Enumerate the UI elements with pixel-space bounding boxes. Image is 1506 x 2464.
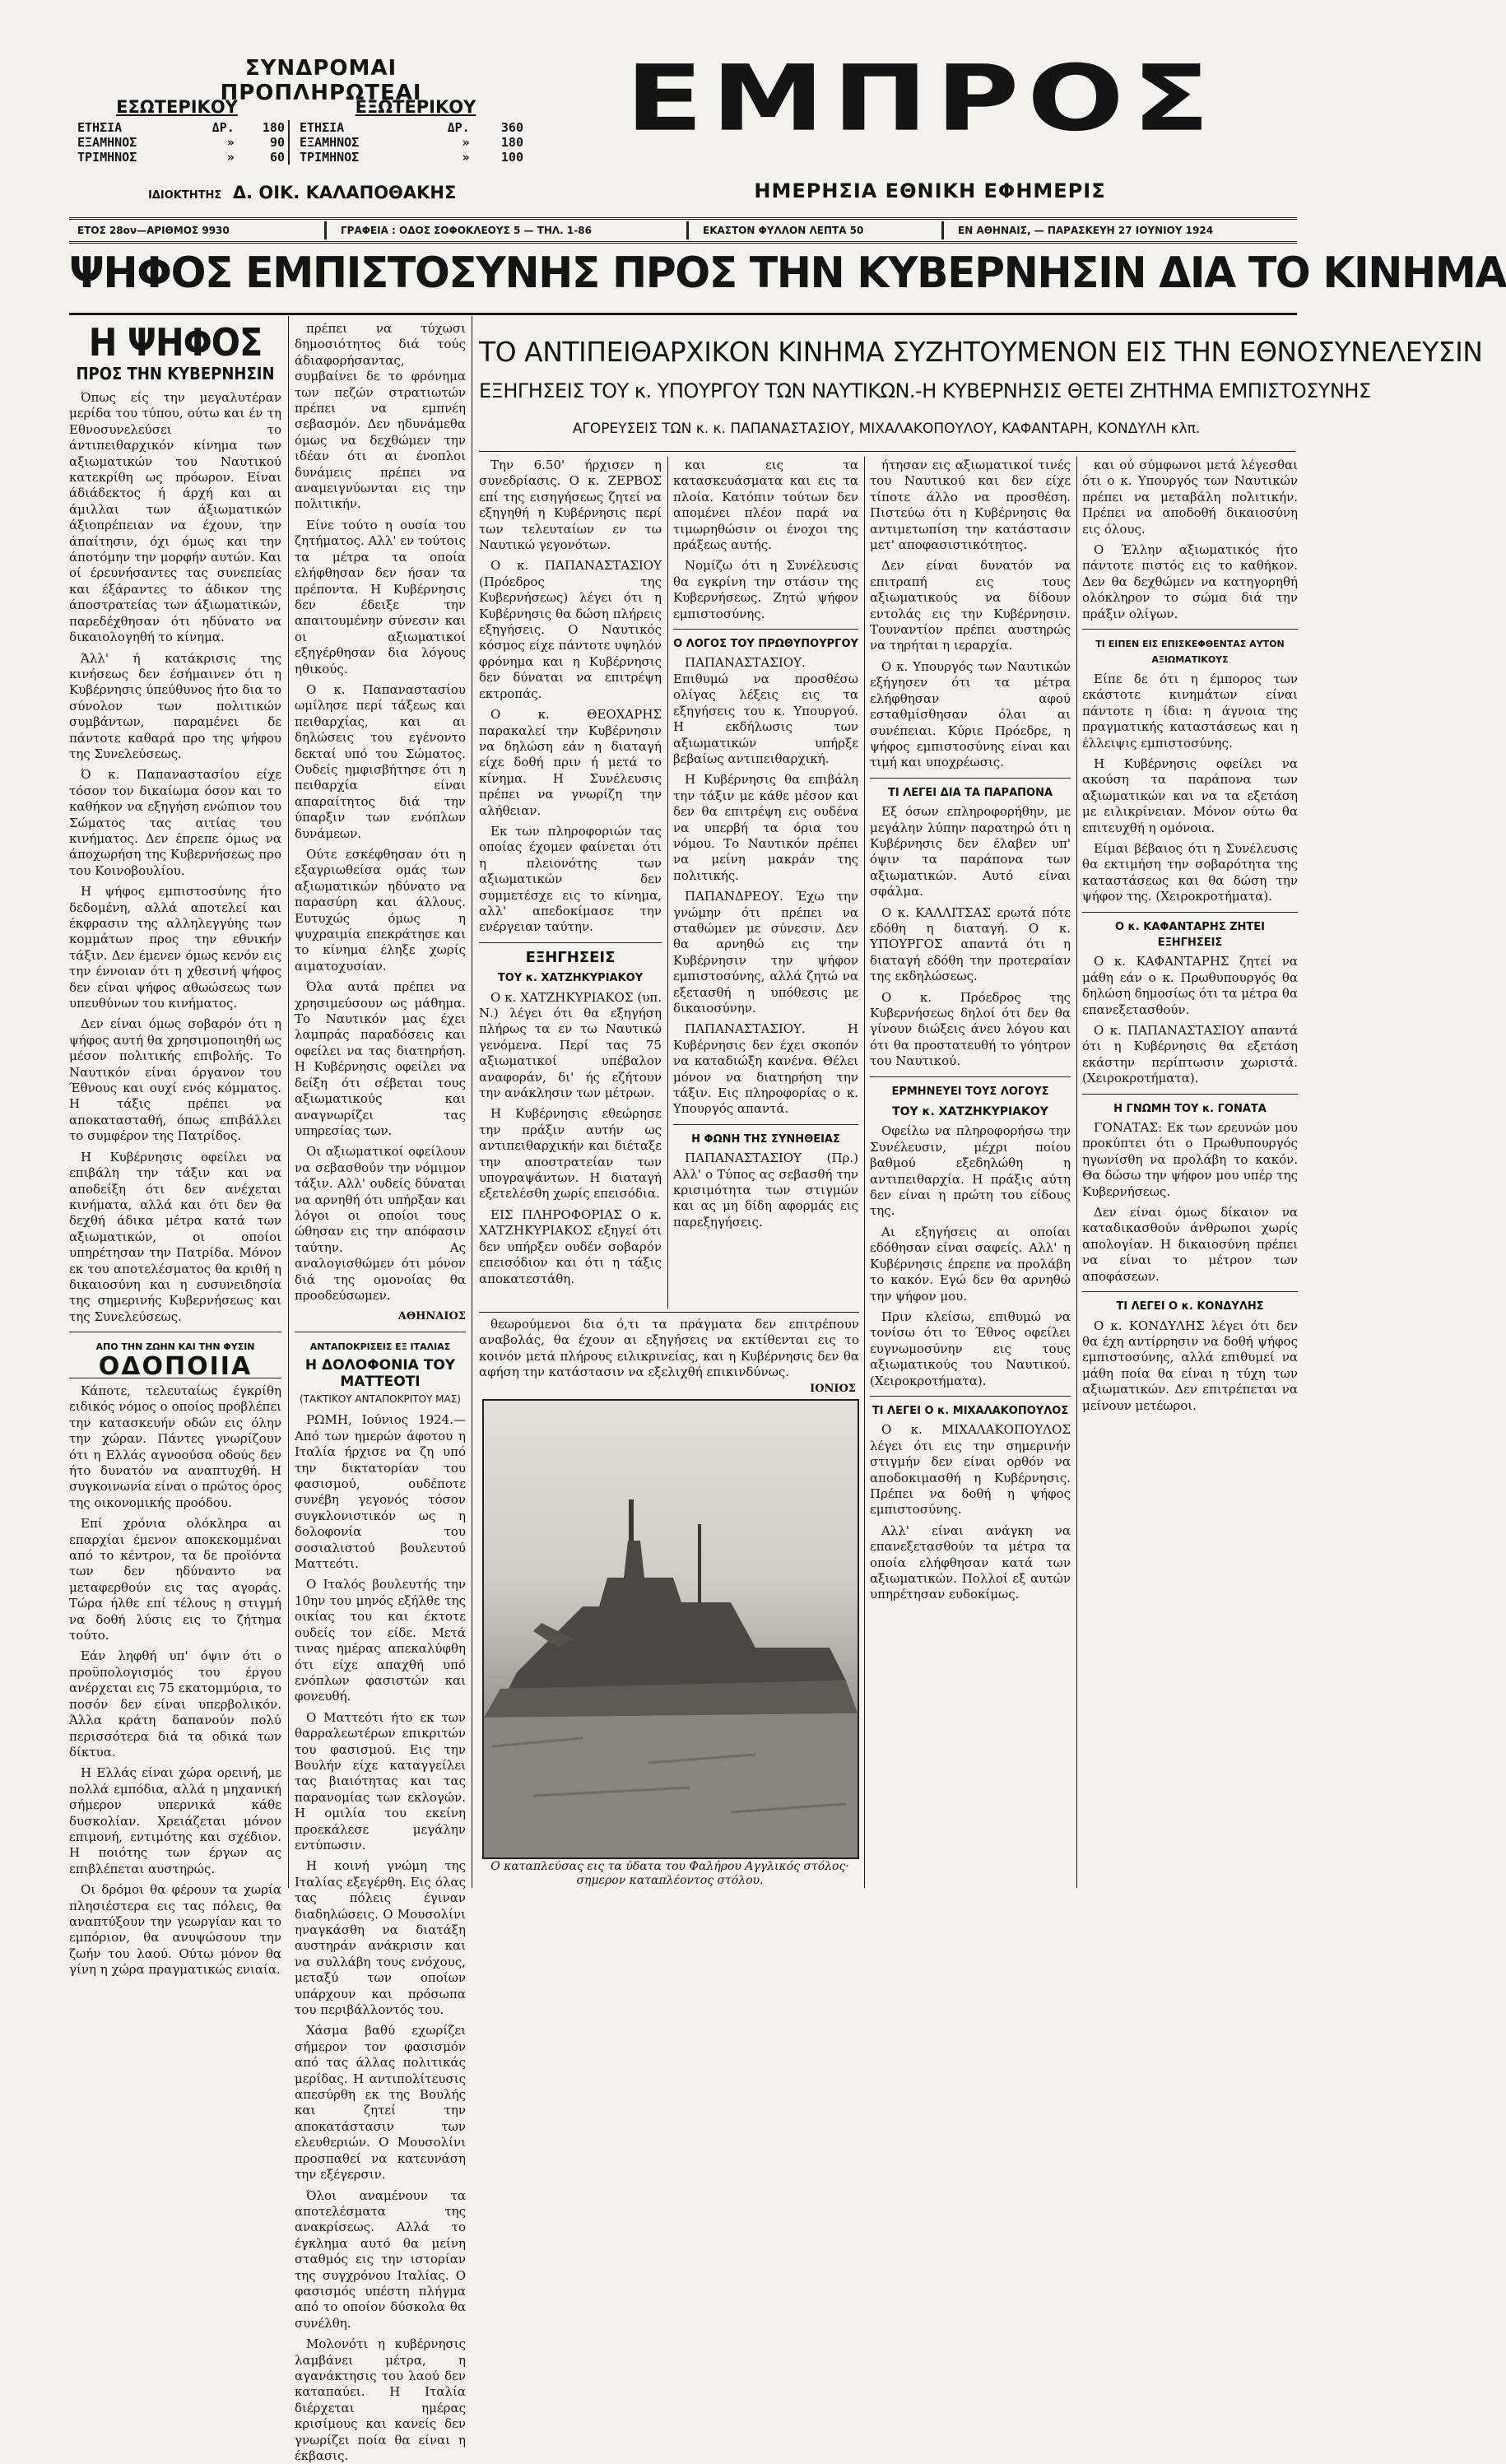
section-title: ΕΞΗΓΗΣΕΙΣ xyxy=(525,948,616,966)
signature: ΙΟΝΙΟΣ xyxy=(810,1383,856,1395)
paragraph: Η Κυβέρνησις οφείλει να επιβάλη την τάξιν και να αποδείξη ότι δεν ανέχεται κινήματα, αλλά και ότι δεν θα δεχθή άδικα μέτρα κατά των αξιωματικών, οι οποίοι υπηρέτησαν την Πατρίδα. Μόνον εκ του αποτελέσματος θα κριθή η δικαιοσύνη και η ευσυνειδησία της σημερινής Κυβερνήσεως και της Συνελεύσεως. xyxy=(69,1149,281,1324)
section-label: ΑΠΟ ΤΗΝ ΖΩΗΝ ΚΑΙ ΤΗΝ ΦΥΣΙΝ xyxy=(95,1341,255,1353)
section-title: ΟΔΟΠΟΙΙΑ xyxy=(69,1359,281,1378)
paragraph: ΠΑΠΑΝΑΣΤΑΣΙΟΥ (Πρ.) Αλλ' ο Τύπος ας σεβασθή την κρισιμότητα των στιγμών και ας μη δίδη αφορμάς εις παρεξηγήσεις. xyxy=(673,1151,858,1230)
section-title: Η ΓΝΩΜΗ ΤΟΥ κ. ΓΟΝΑΤΑ xyxy=(1113,1102,1267,1115)
section-subtitle: (ΤΑΚΤΙΚΟΥ ΑΝΤΑΠΟΚΡΙΤΟΥ ΜΑΣ) xyxy=(299,1393,461,1405)
paragraph: Είμαι βέβαιος ότι η Συνέλευσις θα εκτιμήση την σοβαρότητα της καταστάσεως και θα δώση την ψήφον της. (Χειροκροτήματα). xyxy=(1082,840,1298,904)
paragraph: Οι δρόμοι θα φέρουν τα χωρία πλησιέστερα εις τας πόλεις, θα αναπτύξουν την γεωργίαν και το εμπόριον, θα ανυψώσουν την ζωήν του λαού. Ούτω μόνον θα γίνη η χώρα πραγματικώς ενιαία. xyxy=(69,1882,281,1978)
subscription-row: ΤΡΙΜΗΝΟΣ » 100 xyxy=(300,150,523,165)
paragraph: Εκ των πληροφοριών τας οποίας έχομεν φαίνεται ότι η πλειονότης των αξιωματικών δεν συμμετέσχε εις το κίνημα, αλλ' απεδοκίμασε την ενέργειαν ταύτην. xyxy=(479,823,662,935)
subscription-row: ΕΤΗΣΙΑ ΔΡ. 180 xyxy=(77,120,285,135)
paragraph: Χάσμα βαθύ εχωρίζει σήμερον τον φασισμόν από τας άλλας πολιτικάς μερίδας. Η αντιπολίτευσις απεσύρθη εκ της Βουλής και ζητεί την αποκατάστασιν των ελευθεριών. Ο Μουσολίνι προσπαθεί να κατευνάση την εξέγερσιν. xyxy=(295,2023,466,2183)
section-title: ΤΙ ΛΕΓΕΙ Ο κ. ΜΙΧΑΛΑΚΟΠΟΥΛΟΣ xyxy=(872,1404,1069,1417)
column-rule xyxy=(864,457,865,1888)
paragraph: Άλλ' ή κατάκρισις της κινήσεως δεν έσήμαινεν ότι η Κυβέρνησις ύπεύθυνος ήτο δια το σύνολον των πολιτικών συμβάντων, παραμένει δε πάντοτε καθαρά προ της ψήφου της Συνελεύσεως. xyxy=(69,650,281,761)
subscription-interior-label: ΕΣΩΤΕΡΙΚΟΥ xyxy=(116,97,238,117)
paragraph: Όλοι αναμένουν τα αποτελέσματα της ανακρίσεως. Αλλά το έγκλημα αυτό θα μείνη σταθμός εις την ιστορίαν της συγχρόνου Ιταλίας. Ο φασισμός υπέστη πλήγμα από το οποίον δύσκολα θα συνέλθη. xyxy=(295,2187,466,2331)
paragraph: Είνε τούτο η ουσία του ζητήματος. Αλλ' εν τούτοις τα μέτρα τα οποία ελήφθησαν δεν ήσαν τα πρέποντα. Η Κυβέρνησις δεν έδειξε την απαιτουμένην σύνεσιν και οι αξιωματικοί εξηγέρθησαν δια λόγους ηθικούς. xyxy=(295,517,467,676)
paragraph: Η ψήφος εμπιστοσύνης ήτο δεδομένη, αλλά αποτελεί και έκφρασιν της αλληλεγγύης των κομμάτων προς την εθνικήν τάξιν. Δεν έμενεν όμως κενόν εις την έννοιαν ότι η χθεσινή ψήφος δεν είναι ψήφος αθωώσεως των υπευθύνων του κινήματος. xyxy=(69,884,281,1011)
paragraph: Την 6.50' ήρχισεν η συνεδρίασις. Ο κ. ΖΕΡΒΟΣ επί της εισηγήσεως ζητεί να εξηγηθή η Κυβέρνησις περί των τελευταίων εν τω Ναυτικώ γεγονότων. xyxy=(479,458,662,553)
paragraph: Δεν είναι όμως σοβαρόν ότι η ψήφος αυτή θα χρησιμοποιηθή ως μέσον πολιτικής επιβολής. Το Ναυτικόν είναι όργανον του Έθνους και ουχί ενός κόμματος. Η τάξις πρέπει να αποκατασταθή, όπως επιβάλλει το συμφέρον της Πατρίδος. xyxy=(69,1016,281,1144)
paragraph: Αι εξηγήσεις αι οποίαι εδόθησαν είναι σαφείς. Αλλ' η Κυβέρνησις έπρεπε να προλάβη το κακόν. Εγώ δεν θα αρνηθώ την ψήφον μου. xyxy=(870,1224,1071,1304)
subscription-interior-table xyxy=(74,120,290,165)
issue-date: ΕΝ ΑΘΗΝΑΙΣ, — ΠΑΡΑΣΚΕΥΗ 27 ΙΟΥΝΙΟΥ 1924 xyxy=(958,225,1214,236)
center-rule xyxy=(479,1312,859,1313)
subscription-row: ΤΡΙΜΗΝΟΣ » 60 xyxy=(77,150,285,165)
column-subtitle: ΠΡΟΣ ΤΗΝ ΚΥΒΕΡΝΗΣΙΝ xyxy=(76,364,275,384)
section-title: Η ΔΟΛΟΦΟΝΙΑ ΤΟΥ ΜΑΤΤΕΟΤΙ xyxy=(304,1357,456,1390)
paragraph: Ο κ. ΚΑΛΛΙΤΣΑΣ ερωτά πότε εδόθη η διαταγή. Ο κ. ΥΠΟΥΡΓΟΣ απαντά ότι η διαταγή εδόθη την προτεραίαν της εκδηλώσεως. xyxy=(870,904,1071,984)
newspaper-title: ΕΜΠΡΟΣ xyxy=(625,45,1218,152)
main-headline: ΨΗΦΟΣ ΕΜΠΙΣΤΟΣΥΝΗΣ ΠΡΟΣ ΤΗΝ ΚΥΒΕΡΝΗΣΙΝ ΔΙΑ ΤΟ ΚΙΝΗΜΑ xyxy=(69,249,1506,298)
section-title: ΤΙ ΛΕΓΕΙ Ο κ. ΚΟΝΔΥΛΗΣ xyxy=(1116,1300,1264,1313)
column-title: Η ΨΗΦΟΣ xyxy=(88,320,263,365)
paragraph: Η κοινή γνώμη της Ιταλίας εξεγέρθη. Εις όλας τας πόλεις έγιναν διαδηλώσεις. Ο Μουσολίνι ηναγκάσθη να διατάξη αυστηράν ανάκρισιν και να συλλάβη τους ενόχους, μεταξύ των οποίων υπάρχουν και πρόσωπα του περιβάλλοντός του. xyxy=(295,1858,466,2018)
warship-photo xyxy=(482,1399,859,1859)
paragraph: ΓΟΝΑΤΑΣ: Εκ των ερευνών μου προκύπτει ότι ο Πρωθυπουργός ηγωνίσθη να προλάβη το κακόν. Θα δώσω την ψήφον μου υπέρ της Κυβερνήσεως. xyxy=(1082,1120,1298,1199)
subscription-exterior-table xyxy=(296,120,527,165)
subscription-title: ΣΥΝΔΡΟΜΑΙ ΠΡΟΠΛΗΡΩΤΕΑΙ xyxy=(220,56,422,105)
paragraph: και ού σύμφωνοι μετά λέγεσθαι ότι ο κ. Υπουργός των Ναυτικών πρέπει να μεταβάλη πολιτικήν. Πρέπει να αποδοθή δικαιοσύνη εις όλους. xyxy=(1082,458,1298,537)
paragraph: Όπως είς την μεγαλυτέραν μερίδα του τύπου, ούτω και έν τη Εθνοσυνελεύσει το άντιπειθαρχικόν κίνημα των αξιωματικών του Ναυτικού κατεκρίθη ως πρόωρον. Είναι άδιάδεκτος ή άρχή και αι άμιλλαι των άξιωματικών άξιοπρέπειαν να έχουν, την άπαίτησιν, όχι όμως και την άποτόμην την μορφήν αυτών. Και οί έρευνήσαντες τας συνεπείας και έξάραντες το άδικον της άποστρατείας των άξιωματικών, παρεδέχθησαν ότι ηδύνατο να δικαιολογηθή το κίνημα. xyxy=(69,390,281,645)
section-title: Ο κ. ΚΑΦΑΝΤΑΡΗΣ ΖΗΤΕΙ ΕΞΗΓΗΣΕΙΣ xyxy=(1114,920,1266,949)
photo-caption: Ο καταπλεύσας εις τα ύδατα του Φαλήρου Αγγλικός στόλος· σημερον καταπλέοντος στόλου. xyxy=(490,1860,849,1887)
subscription-row: ΕΤΗΣΙΑ ΔΡ. 360 xyxy=(300,120,523,135)
paragraph: Ο κ. ΘΕΟΧΑΡΗΣ παρακαλεί την Κυβέρνησιν να δηλώση εάν η διαταγή είχε δοθή πριν ή μετά το κίνημα. Η Συνέλευσις πρέπει να γνωρίζη την αλήθειαν. xyxy=(479,707,662,818)
paragraph: ΠΑΠΑΝΑΣΤΑΣΙΟΥ. Η Κυβέρνησις δεν έχει σκοπόν να καταδιώξη κανένα. Θέλει μόνον να διατηρήση την τάξιν. Εις πληροφορίας ο κ. Υπουργός απαντά. xyxy=(673,1021,858,1117)
column-five xyxy=(870,458,1071,1885)
paragraph: Όλα αυτά πρέπει να χρησιμεύσουν ως μάθημα. Το Ναυτικόν μας έχει λαμπράς παραδόσεις και οφείλει να τας διατηρήση. Η Κυβέρνησις οφείλει να δείξη ότι σέβεται τους αξιωματικούς και αναγνωρίζει τας υπηρεσίας των. xyxy=(295,979,466,1138)
paragraph: Εξ όσων επληροφορήθην, με μεγάλην λύπην παρατηρώ ότι η Κυβέρνησις δεν έλαβεν υπ' όψιν τα παράπονα των αξιωματικών. Αυτό είναι σφάλμα. xyxy=(870,804,1071,900)
column-six xyxy=(1082,458,1298,1885)
center-headline-3: ΑΓΟΡΕΥΣΕΙΣ ΤΩΝ κ. κ. ΠΑΠΑΝΑΣΤΑΣΙΟΥ, ΜΙΧΑΛΑΚΟΠΟΥΛΟΥ, ΚΑΦΑΝΤΑΡΗ, ΚΟΝΔΥΛΗ κλπ. xyxy=(572,421,1201,437)
center-headline-2: ΕΞΗΓΗΣΕΙΣ ΤΟΥ κ. ΥΠΟΥΡΓΟΥ ΤΩΝ ΝΑΥΤΙΚΩΝ.-Η ΚΥΒΕΡΝΗΣΙΣ ΘΕΤΕΙ ΖΗΤΗΜΑ ΕΜΠΙΣΤΟΣΥΝΗΣ xyxy=(479,379,1371,402)
subscription-row: ΕΞΑΜΗΝΟΣ » 180 xyxy=(300,135,523,150)
column-two xyxy=(295,321,467,2463)
section-title: ΕΡΜΗΝΕΥΕΙ ΤΟΥΣ ΛΟΓΟΥΣ xyxy=(891,1085,1049,1098)
center-column-a xyxy=(479,458,662,1308)
paragraph: Οι αξιωματικοί οφείλουν να σεβασθούν την νόμιμον τάξιν. Αλλ' ουδείς δύναται να αρνηθή ότι υπήρξαν και λόγοι οι οποίοι τους ώθησαν εις την απόφασιν ταύτην. Ας αναλογισθώμεν ότι μόνον διά της ομονοίας θα προοδεύσωμεν. xyxy=(295,1144,466,1303)
column-rule xyxy=(667,457,668,1309)
subscription-row: ΕΞΑΜΗΝΟΣ » 90 xyxy=(77,135,285,150)
paragraph: Ο κ. ΠΑΠΑΝΑΣΤΑΣΙΟΥ απαντά ότι η Κυβέρνησις θα εξετάση εκάστην περίπτωσιν χωριστά. (Χειροκροτήματα). xyxy=(1082,1023,1298,1086)
paragraph: Ο κ. ΠΑΠΑΝΑΣΤΑΣΙΟΥ (Πρόεδρος της Κυβερνήσεως) λέγει ότι η Κυβέρνησις θα δώση πλήρεις εξηγήσεις. Ο Ναυτικός κόσμος είχε πάντοτε υψηλόν φρόνημα και η Κυβέρνησις δεν δύναται να επιτρέψη εκτροπάς. xyxy=(479,558,662,701)
paragraph: Η Κυβέρνησις οφείλει να ακούση τα παράπονα των αξιωματικών και να τα εξετάση με ειλικρίνειαν. Μόνον ούτω θα επιτευχθή η ομόνοια. xyxy=(1082,755,1298,835)
signature: ΑΘΗΝΑΙΟΣ xyxy=(397,1310,466,1323)
center-headline-1: ΤΟ ΑΝΤΙΠΕΙΘΑΡΧΙΚΟΝ ΚΙΝΗΜΑ ΣΥΖΗΤΟΥΜΕΝΟΝ ΕΙΣ ΤΗΝ ΕΘΝΟΣΥΝΕΛΕΥΣΙΝ xyxy=(479,336,1483,368)
paragraph: Οφείλω να πληροφορήσω την Συνέλευσιν, μέχρι ποίου βαθμού εξεδηλώθη η αντιπειθαρχία. Η πράξις αύτη δεν είναι η πρώτη του είδους της. xyxy=(870,1123,1071,1219)
paragraph: Ο κ. Πρόεδρος της Κυβερνήσεως δηλοί ότι δεν θα γίνουν διώξεις άνευ λόγου και ότι θα προστατευθή το γόητρον του Ναυτικού. xyxy=(870,989,1071,1069)
paragraph: Ο κ. ΜΙΧΑΛΑΚΟΠΟΥΛΟΣ λέγει ότι εις την σημερινήν στιγμήν δεν είναι ορθόν να αποδοκιμασθή η Κυβέρνησις. Πρέπει να δοθή η ψήφος εμπιστοσύνης. xyxy=(870,1422,1071,1518)
newspaper-subtitle: ΗΜΕΡΗΣΙΑ ΕΘΝΙΚΗ ΕΦΗΜΕΡΙΣ xyxy=(754,179,1106,202)
paragraph: ήτησαν εις αξιωματικοί τινές του Ναυτικού και δεν είχε τίποτε άλλο να προσθέση. Πιστεύω ότι η Κυβέρνησις θα αντιμετωπίση την κατάστασιν μετ' αποφασιστικότητος. xyxy=(870,458,1071,553)
paragraph: Ο Έλλην αξιωματικός ήτο πάντοτε πιστός εις το καθήκον. Δεν θα δεχθώμεν να κατηγορηθή ολόκληρον το σώμα διά την πράξιν ολίγων. xyxy=(1082,542,1298,621)
info-bar xyxy=(69,217,1297,244)
paragraph: Δεν είναι όμως δίκαιον να καταδικασθούν άνθρωποι χωρίς απολογίαν. Η δικαιοσύνη πρέπει να είναι το μέτρον των αποφάσεων. xyxy=(1082,1205,1298,1284)
subscription-exterior-label: ΕΞΩΤΕΡΙΚΟΥ xyxy=(355,97,476,117)
section-title: ΤΙ ΕΙΠΕΝ ΕΙΣ ΕΠΙΣΚΕΦΘΕΝΤΑΣ ΑΥΤΟΝ ΑΞΙΩΜΑΤΙΚΟΥΣ xyxy=(1095,639,1285,666)
paragraph: Η Κυβέρνησις εθεώρησε την πράξιν αυτήν ως αντιπειθαρχικήν και διέταξε την αποστρατείαν των υπογραψάντων. Η διαταγή εξετελέσθη χωρίς επεισόδια. xyxy=(479,1106,662,1202)
paragraph: ΡΩΜΗ, Ιούνιος 1924.— Από των ημερών άφοτου η Ιταλία ήρχισε να ζη υπό την δικτατορίαν του φασισμού, ουδέποτε συνέβη γεγονός τόσον συγκλονιστικόν ως η δολοφονία του σοσιαλιστού βουλευτού Ματτεότι. xyxy=(295,1412,466,1572)
center-column-b xyxy=(673,458,858,1308)
section-title: Η ΦΩΝΗ ΤΗΣ ΣΥΝΗΘΕΙΑΣ xyxy=(691,1132,840,1146)
paragraph: Ο Ματτεότι ήτο εκ των θαρραλεωτέρων επικριτών του φασισμού. Εις την Βουλήν είχε καταγγείλει τας βιαιότητας και τας παρανομίας των εκλογών. Η ομιλία του εκείνη προεκάλεσε μεγάλην εντύπωσιν. xyxy=(295,1709,466,1853)
headline-rule xyxy=(479,451,1295,452)
section-title: Ο ΛΟΓΟΣ ΤΟΥ ΠΡΩΘΥΠΟΥΡΓΟΥ xyxy=(673,638,858,651)
paragraph: Ο κ. ΚΑΦΑΝΤΑΡΗΣ ζητεί να μάθη εάν ο κ. Πρωθυπουργός θα δηλώση δημοσίως ότι τα μέτρα θα επανεξετασθούν. xyxy=(1082,954,1298,1017)
paragraph: Δεν είναι δυνατόν να επιτραπή εις τους αξιωματικούς να δίδουν εντολάς εις την Κυβέρνησιν. Τουναντίον πρέπει αυστηρώς να τηρήται η ιεραρχία. xyxy=(870,558,1071,653)
section-subtitle: ΤΟΥ κ. ΧΑΤΖΗΚΥΡΙΑΚΟΥ xyxy=(892,1105,1048,1119)
paragraph: Ό κ. Παπαναστασίου είχε τόσον τον δικαίωμα όσον και το καθήκον να εξηγήση ενώπιον του Σώματος τας αιτίας του κινήματος. Δεν έπρεπε όμως να άποχωρήση της Κυβερνήσεως προ του Κοινοβουλίου. xyxy=(69,767,281,878)
headline-rule xyxy=(69,313,1297,315)
paragraph: Ο κ. Παπαναστασίου ωμίλησε περί τάξεως και πειθαρχίας, και αι δηλώσεις του εγένοντο δεκταί υπό του Σώματος. Ουδείς ημφισβήτησε ότι η πειθαρχία είναι απαραίτητος διά την ύπαρξιν των ενόπλων δυνάμεων. xyxy=(295,681,466,841)
paragraph: Ο Ιταλός βουλευτής την 10ην του μηνός εξήλθε της οικίας του και έκτοτε ουδείς τον είδε. Μετά τινας ημέρας απεκαλύφθη ότι είχε απαχθή υπό ενόπλων φασιστών και φονευθή. xyxy=(295,1577,466,1704)
paragraph: Η Ελλάς είναι χώρα ορεινή, με πολλά εμπόδια, αλλά η μηχανική σήμερον υπερνικά κάθε δυσκολίαν. Χρειάζεται μόνον επιμονή, εντιμότης και σχέδιον. Η ποιότης των έργων ας επιβλέπεται αυστηρώς. xyxy=(69,1765,281,1876)
issue-price: ΕΚΑΣΤΟΝ ΦΥΛΛΟΝ ΛΕΠΤΑ 50 xyxy=(703,225,864,236)
paragraph: Μολονότι η κυβέρνησις λαμβάνει μέτρα, η αγανάκτησις του λαού δεν καταπαύει. Η Ιταλία διέρχεται ημέρας κρισίμους και κανείς δεν γνωρίζει ποία θα είναι η έκβασις. xyxy=(295,2336,466,2463)
paragraph: ΠΑΠΑΝΑΣΤΑΣΙΟΥ. Επιθυμώ να προσθέσω ολίγας λέξεις εις τα εξηγήσεις του κ. Υπουργού. Η εκδήλωσις των αξιωματικών υπήρξε βεβαίως αντιπειθαρχική. xyxy=(673,655,858,766)
issue-number: ΕΤΟΣ 28ον—ΑΡΙΘΜΟΣ 9930 xyxy=(77,225,230,236)
paragraph: Ούτε εσκέφθησαν ότι η εξαγριωθείσα ομάς των αξιωματικών ηδύνατο να παρασύρη και άλλους. Ευτυχώς όμως η ψυχραιμία επεκράτησε και το κίνημα έληξε χωρίς αιματοχυσίαν. xyxy=(295,847,466,974)
paragraph: Ο κ. ΧΑΤΖΗΚΥΡΙΑΚΟΣ (υπ. Ν.) λέγει ότι θα εξηγήση πλήρως τα εν τω Ναυτικώ γενόμενα. Περί τας 75 αξιωματικοί υπέβαλον αναφοράν, δι' ής εζήτουν την ανάκλησιν των μέτρων. xyxy=(479,989,662,1101)
warship-illustration xyxy=(484,1401,858,1857)
section-title: ΤΙ ΛΕΓΕΙ ΔΙΑ ΤΑ ΠΑΡΑΠΟΝΑ xyxy=(887,786,1053,799)
section-label: ΑΝΤΑΠΟΚΡΙΣΕΙΣ ΕΞ ΙΤΑΛΙΑΣ xyxy=(309,1341,451,1352)
owner-name: Δ. ΟΙΚ. ΚΑΛΑΠΟΘΑΚΗΣ xyxy=(232,183,457,202)
paragraph: Νομίζω ότι η Συνέλευσις θα εγκρίνη την στάσιν της Κυβερνήσεως. Ζητώ ψήφον εμπιστοσύνης. xyxy=(673,558,858,621)
paragraph: ΕΙΣ ΠΛΗΡΟΦΟΡΙΑΣ Ο κ. ΧΑΤΖΗΚΥΡΙΑΚΟΣ εξηγεί ότι δεν υπήρξεν ουδέν σοβαρόν επεισόδιον και ότι η τάξις αποκατεστάθη. xyxy=(479,1206,662,1286)
paragraph: ΠΑΠΑΝΔΡΕΟΥ. Έχω την γνώμην ότι πρέπει να σταθώμεν με σύνεσιν. Δεν θα αρνηθώ εις την Κυβέρνησιν την ψήφον εμπιστοσύνης, αλλά ζητώ να εξετασθή η υπόθεσις με δικαιοσύνην. xyxy=(673,889,858,1016)
owner-label: ΙΔΙΟΚΤΗΤΗΣ xyxy=(148,189,222,202)
offices-address: ΓΡΑΦΕΙΑ : ΟΔΟΣ ΣΟΦΟΚΛΕΟΥΣ 5 — ΤΗΛ. 1-86 xyxy=(341,225,592,236)
paragraph: Είπε δε ότι η έμπορος των εκάστοτε κινημάτων είναι πάντοτε η ίδια: η άγνοια της πραγματικής καταστάσεως και η έλλειψις εμπιστοσύνης. xyxy=(1082,671,1298,751)
owner-line xyxy=(148,183,518,202)
paragraph: Κάποτε, τελευταίως έγκρίθη ειδικός νόμος ο οποίος προβλέπει την κατασκευήν οδών εις όλην την χώραν. Πάντες γνωρίζουν ότι η Ελλάς αγνοούσα οδούς δεν ήτο δυνατόν να αναπτυχθή. Η συγκοινωνία είναι ο πρώτος όρος της οικονομικής προόδου. xyxy=(69,1383,281,1510)
center-wide-paragraph: θεωρούμενοι δια ό,τι τα πράγματα δεν επιτρέπουν αναβολάς, θα έχουν αι εξηγήσεις να εκτίθενται εις το κοινόν μετά πλήρους ειλικρινείας, και η Κυβέρνησις δεν θα αφήση την κατάστασιν να εξελιχθή επικινδύνως. xyxy=(479,1317,859,1380)
left-column xyxy=(69,320,281,1978)
paragraph: Αλλ' είναι ανάγκη να επανεξετασθούν τα μέτρα τα οποία ελήφθησαν κατά των αξιωματικών. Πολλοί εξ αυτών υπηρέτησαν ευδοκίμως. xyxy=(870,1523,1071,1602)
paragraph: Εάν ληφθή υπ' όψιν ότι ο προϋπολογισμός του έργου ανέρχεται εις 75 εκατομμύρια, το ποσόν δεν είναι υπερβολικόν. Άλλα κράτη δαπανούν πολύ περισσότερα διά τα οδικά των δίκτυα. xyxy=(69,1648,281,1760)
paragraph: και εις τα κατασκευάσματα και εις τα πλοία. Κατόπιν τούτων δεν απομένει πλέον παρά να τιμωρηθώσιν οι ένοχοι της πράξεως αυτής. xyxy=(673,458,858,553)
column-rule xyxy=(288,316,289,1888)
paragraph: Ο κ. ΚΟΝΔΥΛΗΣ λέγει ότι δεν θα έχη αντίρρησιν να δοθή ψήφος εμπιστοσύνης, αλλά επιθυμεί να μάθη ποία θα είναι η τύχη των αξιωματικών. Δεν επιτρέπεται να μείνουν μετέωροι. xyxy=(1082,1318,1298,1413)
column-rule xyxy=(1076,457,1077,1888)
paragraph: Ο κ. Υπουργός των Ναυτικών εξήγησεν ότι τα μέτρα ελήφθησαν αφού εσταθμίσθησαν όλαι αι συνέπειαι. Κύριε Πρόεδρε, η ψήφος εμπιστοσύνης είναι και τιμή και υποχρέωσις. xyxy=(870,658,1071,770)
paragraph: πρέπει να τύχωσι δημοσιότητος διά τούς άδιαφορήσαντας, συμβαίνει δε το φρόνημα των πεζών στρατιωτών πρέπει να εμπνέη σεβασμόν. Δεν ηδυνάμεθα όμως να δεχθώμεν την ιδέαν ότι αι ένοπλοι δυνάμεις πρέπει να αναμειγνύωνται εις την πολιτικήν. xyxy=(295,321,466,512)
section-subtitle: ΤΟΥ κ. ΧΑΤΖΗΚΥΡΙΑΚΟΥ xyxy=(497,972,644,985)
paragraph: Επί χρόνια ολόκληρα αι επαρχίαι έμενον αποκεκομμέναι από το κέντρον, τα δε προϊόντα των δεν ηδύναντο να μεταφερθούν εις τας αγοράς. Τώρα ήλθε επί τέλους η στιγμή να δοθή λύσις εις το ζήτημα τούτο. xyxy=(69,1516,281,1643)
paragraph: Πριν κλείσω, επιθυμώ να τονίσω ότι το Έθνος οφείλει ευγνωμοσύνην εις τους αξιωματικούς του Ναυτικού. (Χειροκροτήματα). xyxy=(870,1309,1071,1388)
paragraph: Η Κυβέρνησις θα επιβάλη την τάξιν με κάθε μέσον και δεν θα επιτρέψη εις ουδένα να υπερβή τα όρια του νόμου. Το Ναυτικόν πρέπει να μείνη μακράν της πολιτικής. xyxy=(673,772,858,883)
